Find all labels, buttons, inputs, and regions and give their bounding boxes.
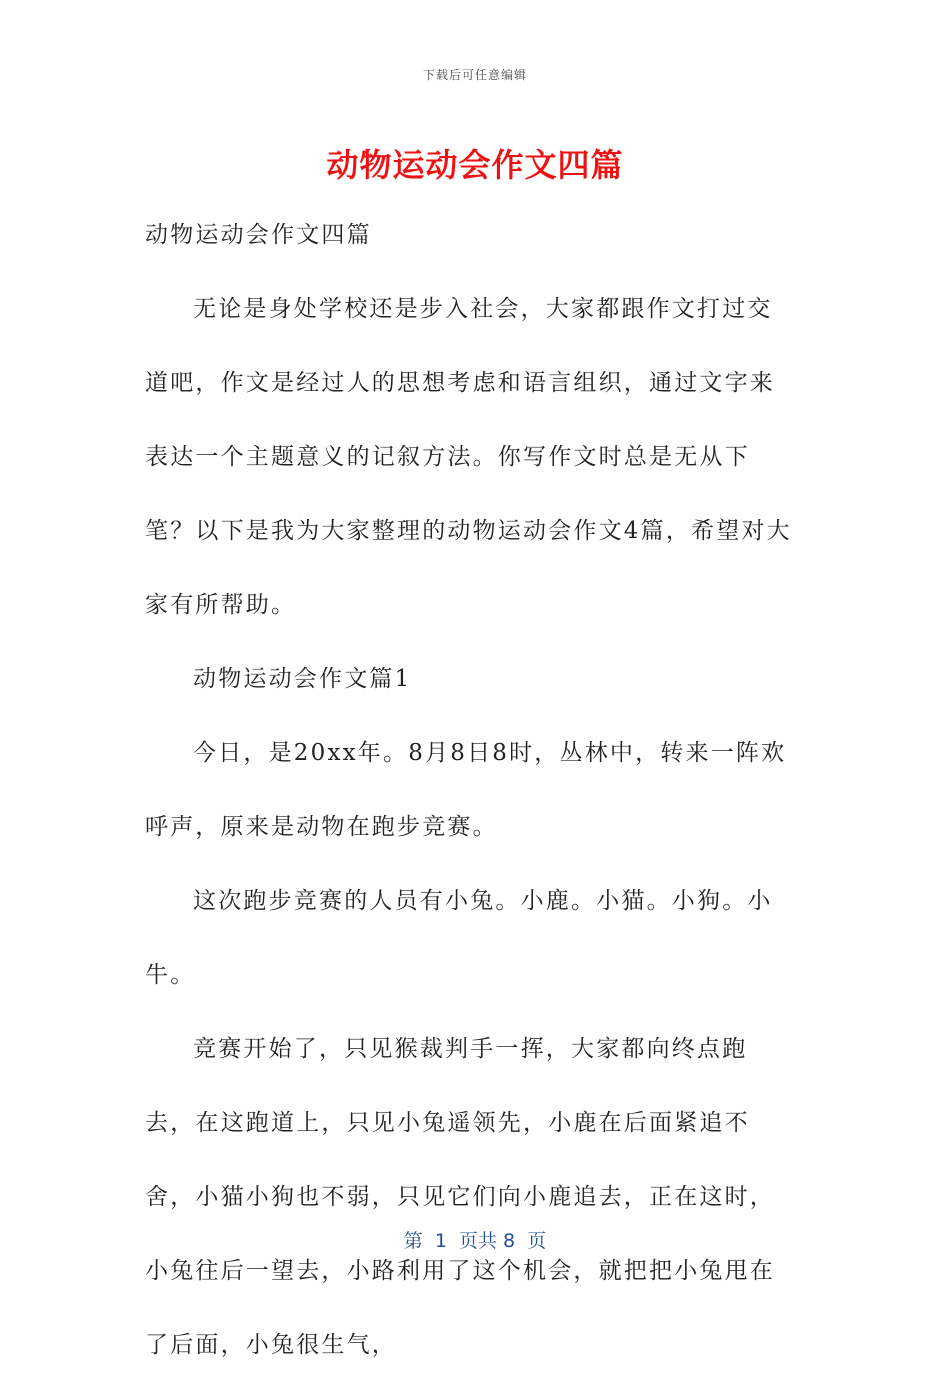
paragraph-date: 今日，是20xx年。8月8日8时，丛林中，转来一阵欢呼声，原来是动物在跑步竞赛。 [145,740,787,840]
paragraph-intro: 无论是身处学校还是步入社会，大家都跟作文打过交道吧，作文是经过人的思想考虑和语言组织，通过文字来表达一个主题意义的记叙方法。你写作文时总是无从下笔？以下是我为大家整理的动物运动会作文4篇，希望对大家有所帮助。 [145,296,792,618]
paragraph-participants: 这次跑步竞赛的人员有小兔。小鹿。小猫。小狗。小牛。 [145,888,773,988]
page-footer: 第 1 页共 8 页 [403,1230,547,1252]
paragraph-subtitle: 动物运动会作文四篇 [145,222,372,248]
document-title: 动物运动会作文四篇 [326,146,624,184]
paragraph-race: 竞赛开始了，只见猴裁判手一挥，大家都向终点跑去，在这跑道上，只见小兔遥领先，小鹿在后面紧追不舍，小猫小狗也不弱，只见它们向小鹿追去，正在这时，小兔往后一望去，小路利用了这个机会，就把把小兔甩在了后面，小兔很生气， [145,1036,775,1358]
paragraph-section-heading: 动物运动会作文篇1 [193,666,412,692]
document-body [145,198,795,1382]
header-note: 下载后可任意编辑 [422,68,527,82]
